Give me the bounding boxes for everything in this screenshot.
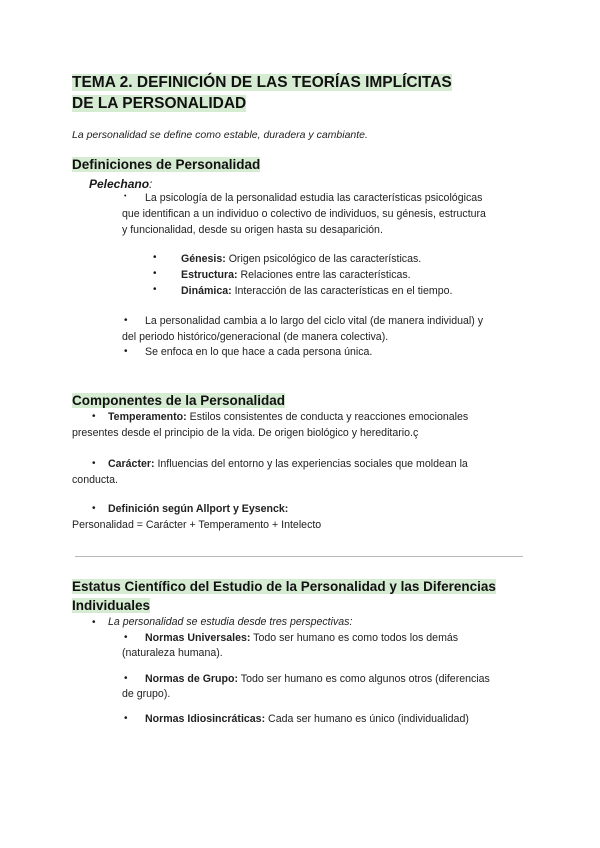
section-heading-componentes — [72, 391, 285, 410]
paragraph-line: conducta. — [72, 474, 118, 486]
definition-term: Definición según Allport y Eysenck: — [108, 503, 289, 515]
intro-text: La personalidad se define como estable, duradera y cambiante. — [72, 129, 368, 141]
author-label: Pelechano — [89, 177, 150, 191]
paragraph-line: de grupo). — [122, 688, 171, 700]
list-item-term: Temperamento: — [108, 411, 187, 423]
title-line-1: TEMA 2. DEFINICIÓN DE LAS TEORÍAS IMPLÍCITAS — [72, 74, 452, 91]
list-item-text: Relaciones entre las características. — [237, 269, 411, 281]
bullet-icon: • — [124, 346, 128, 357]
section-heading-estatus — [72, 577, 496, 615]
bullet-icon: • — [153, 284, 157, 295]
list-item-term: Dinámica: — [181, 285, 232, 297]
bullet-icon: • — [124, 632, 128, 643]
list-item-term: Normas Universales: — [145, 632, 251, 644]
list-item — [181, 283, 452, 300]
section-heading-text: Componentes de la Personalidad — [72, 393, 286, 408]
list-item-text: Interacción de las características en el tiempo. — [231, 285, 453, 297]
list-item-term: Normas Idiosincráticas: — [145, 713, 266, 725]
list-item-text: Cada ser humano es único (individualidad) — [265, 713, 469, 725]
bullet-icon: • — [124, 193, 127, 200]
author-colon: : — [149, 177, 153, 191]
paragraph-line: presentes desde el principio de la vida. De origen biológico y hereditario.ç — [72, 427, 419, 439]
list-item-text: Estilos consistentes de conducta y reacciones emocionales — [186, 411, 469, 423]
document-title — [72, 72, 452, 114]
list-item-text: Origen psicológico de las características. — [225, 253, 422, 265]
bullet-icon: • — [92, 411, 96, 422]
list-item — [181, 251, 421, 268]
list-item-text: Influencias del entorno y las experiencias sociales que moldean la — [154, 458, 468, 470]
list-item-term: Normas de Grupo: — [145, 673, 239, 685]
section-heading-text: Individuales — [72, 598, 151, 613]
list-item-term: Estructura: — [181, 269, 238, 281]
lead-text: La personalidad se estudia desde tres perspectivas: — [108, 616, 353, 628]
list-item — [181, 267, 411, 284]
list-item — [108, 409, 468, 426]
title-line-2: DE LA PERSONALIDAD — [72, 95, 247, 112]
bullet-icon: • — [92, 458, 96, 469]
paragraph-line: que identifican a un individuo o colectivo de individuos, su génesis, estructura — [122, 208, 486, 220]
list-item-term: Génesis: — [181, 253, 226, 265]
bullet-icon: • — [92, 617, 96, 628]
list-item-text: Todo ser humano es como algunos otros (diferencias — [238, 673, 490, 685]
section-heading-text: Definiciones de Personalidad — [72, 157, 261, 172]
bullet-icon: • — [153, 268, 157, 279]
list-item-term: Carácter: — [108, 458, 155, 470]
formula-text: Personalidad = Carácter + Temperamento + Intelecto — [72, 519, 322, 531]
paragraph-line: La personalidad cambia a lo largo del ciclo vital (de manera individual) y — [145, 315, 484, 327]
bullet-icon: • — [124, 315, 128, 326]
paragraph-line: Se enfoca en lo que hace a cada persona única. — [145, 346, 373, 358]
paragraph-line: (naturaleza humana). — [122, 647, 223, 659]
bullet-icon: • — [124, 713, 128, 724]
bullet-icon: • — [153, 252, 157, 263]
list-item — [145, 671, 490, 688]
paragraph-line: del periodo histórico/generacional (de manera colectiva). — [122, 331, 389, 343]
bullet-icon: • — [92, 503, 96, 514]
list-item-text: Todo ser humano es como todos los demás — [250, 632, 459, 644]
paragraph-line: La psicología de la personalidad estudia las características psicológicas — [145, 192, 483, 204]
author-name — [89, 177, 152, 191]
section-heading-definiciones — [72, 155, 260, 174]
horizontal-divider — [75, 556, 523, 557]
bullet-icon: • — [124, 673, 128, 684]
list-item — [108, 456, 468, 473]
list-item — [145, 711, 469, 728]
paragraph-line: y funcionalidad, desde su origen hasta su desaparición. — [122, 224, 383, 236]
section-heading-text: Estatus Científico del Estudio de la Personalidad y las Diferencias — [72, 579, 496, 594]
